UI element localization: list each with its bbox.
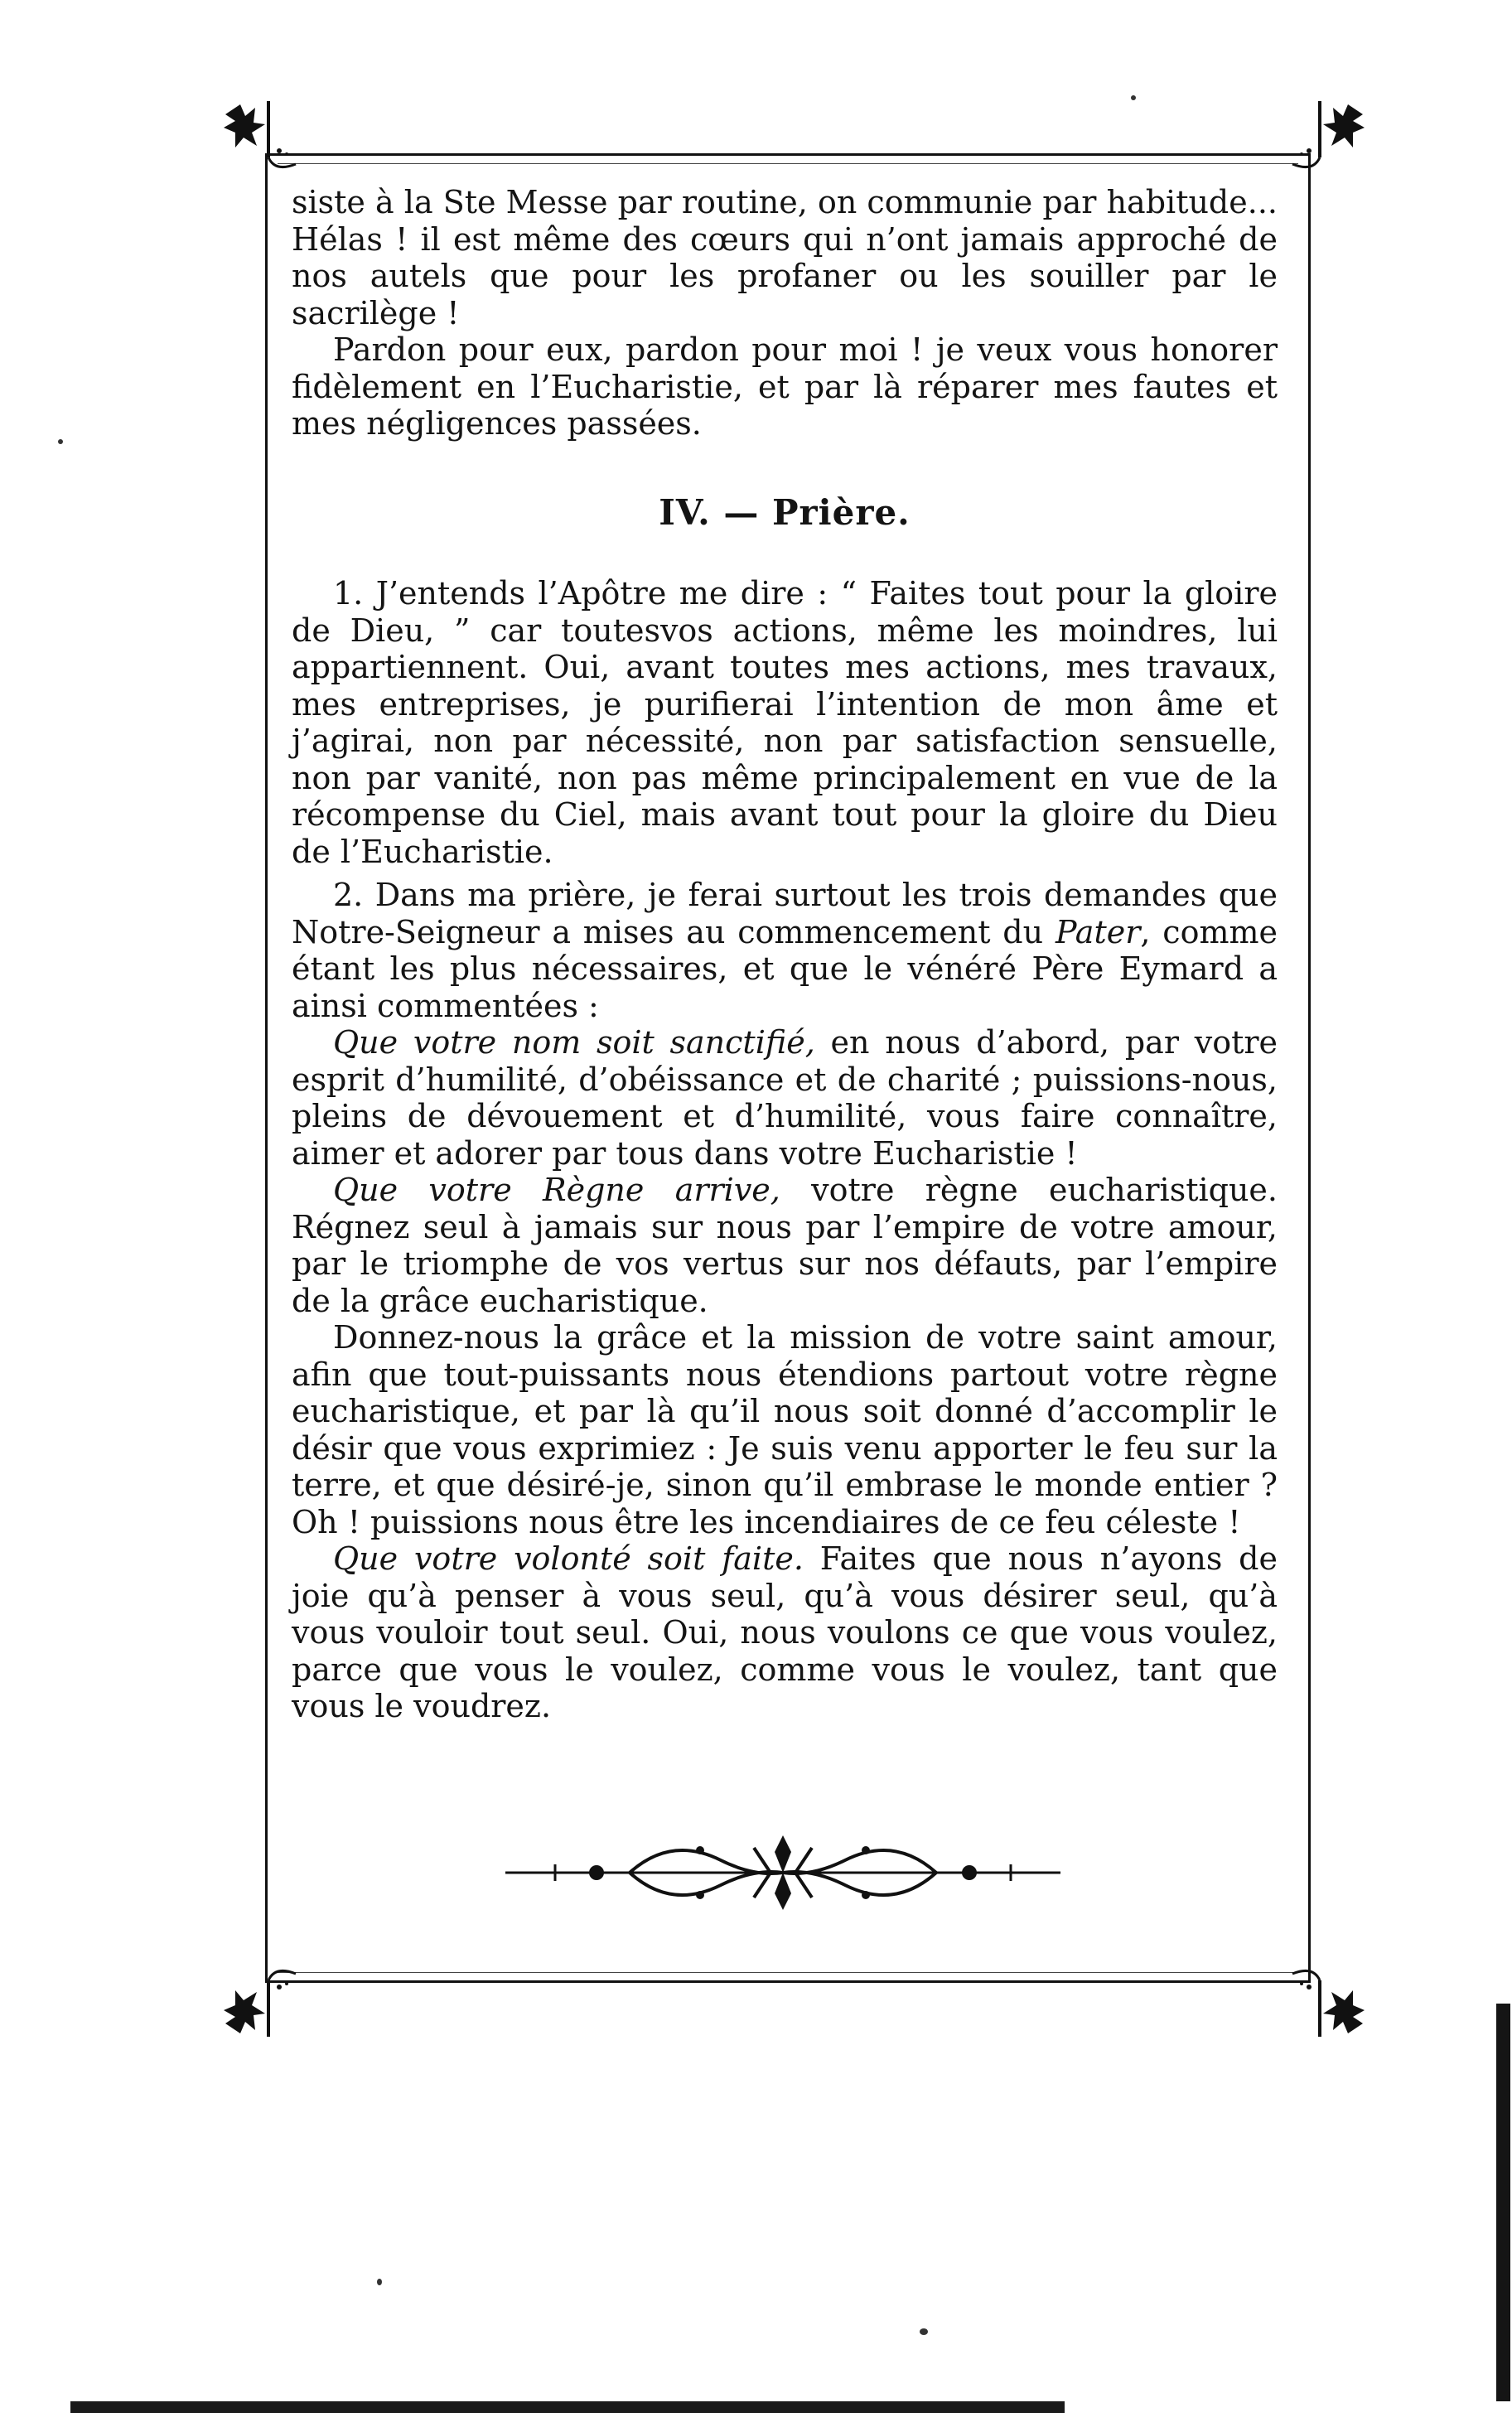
frame-top-border xyxy=(265,153,1311,156)
bottom-left-leaf-corner-icon xyxy=(217,1964,308,2038)
scan-speck xyxy=(377,2279,382,2285)
invocation-2-text: votre règne eucharistique. Régnez seul à jamais sur nous par l’empire de votre amour, par le triomphe de vos vertus sur nos défauts, par l’empire de la grâce eucharistique. xyxy=(292,1172,1278,1319)
invocation-2: Que votre Règne arrive, xyxy=(333,1172,780,1208)
paragraph-donnez: Donnez-nous la grâce et la mission de votre saint amour, afin que tout-puissants nous étendions partout votre règne eucharistique, et par là qu’il nous soit donné d’accomplir le désir que vous exprimiez : Je suis venu apporter le feu sur la terre, et que désiré-je, sinon qu’il embrase le monde entier ? Oh ! puissions nous être les incendiaires de ce feu céleste ! xyxy=(292,1319,1278,1540)
scroll-divider-ornament-icon xyxy=(505,1827,1060,1918)
frame-bottom-border xyxy=(265,1980,1311,1983)
top-right-leaf-corner-icon xyxy=(1280,99,1371,174)
scan-edge-right xyxy=(1496,2004,1510,2401)
frame-left-border xyxy=(265,153,268,1983)
section-title: IV. — Prière. xyxy=(659,491,911,533)
scan-speck xyxy=(920,2328,928,2335)
paragraph-continuation: siste à la Ste Messe par routine, on communie par habitude... Hélas ! il est même des cœurs qui n’ont jamais approché de nos autels que pour les profaner ou les souiller par le sacrilège ! xyxy=(292,184,1278,331)
paragraph-pardon: Pardon pour eux, pardon pour moi ! je veux vous honorer fidèlement en l’Eucharistie, et par là réparer mes fautes et mes négligences passées. xyxy=(292,331,1278,442)
invocation-3-text: Faites que nous n’ayons de joie qu’à penser à vous seul, qu’à vous désirer seul, qu’à vous vouloir tout seul. Oui, nous voulons ce que vous voulez, parce que vous le voulez, comme vous le voulez, tant que vous le voudrez. xyxy=(292,1540,1278,1724)
page-text xyxy=(292,184,1278,1725)
frame-right-border xyxy=(1308,153,1311,1983)
invocation-1-text: en nous d’abord, par votre esprit d’humilité, d’obéissance et de charité ; puissions-nous, pleins de dévouement et d’humilité, vous faire connaître, aimer et adorer par tous dans votre Eucharistie ! xyxy=(292,1024,1278,1172)
pater-word: Pater xyxy=(1055,913,1141,950)
paragraph-2 xyxy=(292,877,1278,1024)
top-left-leaf-corner-icon xyxy=(217,99,308,174)
frame-top-inner-rule xyxy=(278,163,1298,164)
frame-bottom-inner-rule xyxy=(278,1972,1298,1973)
paragraph-2-start: 2. Dans ma prière, je ferai surtout les trois demandes que Notre-Seigneur a mises au commencement du xyxy=(292,877,1278,950)
scan-speck xyxy=(1131,95,1136,100)
paragraph-2-end: , comme étant les plus nécessaires, et que le vénéré Père Eymard a ainsi commentées : xyxy=(292,913,1278,1024)
scan-speck xyxy=(58,439,63,444)
paragraph-invocation-1 xyxy=(292,1024,1278,1172)
paragraph-1: 1. J’entends l’Apôtre me dire : “ Faites tout pour la gloire de Dieu, ” car toutesvos actions, même les moindres, lui appartiennent. Oui, avant toutes mes actions, mes travaux, mes entreprises, je purifierai l’intention de mon âme et j’agirai, non par nécessité, non par satisfaction sensuelle, non par vanité, non pas même principalement en vue de la récompense du Ciel, mais avant tout pour la gloire du Dieu de l’Eucharistie. xyxy=(292,575,1278,870)
scan-edge-bottom xyxy=(70,2401,1065,2413)
paragraph-invocation-2 xyxy=(292,1172,1278,1319)
bottom-right-leaf-corner-icon xyxy=(1280,1964,1371,2038)
invocation-3: Que votre volonté soit faite. xyxy=(333,1540,804,1577)
paragraph-invocation-3 xyxy=(292,1540,1278,1725)
invocation-1: Que votre nom soit sanctifié, xyxy=(333,1024,815,1061)
